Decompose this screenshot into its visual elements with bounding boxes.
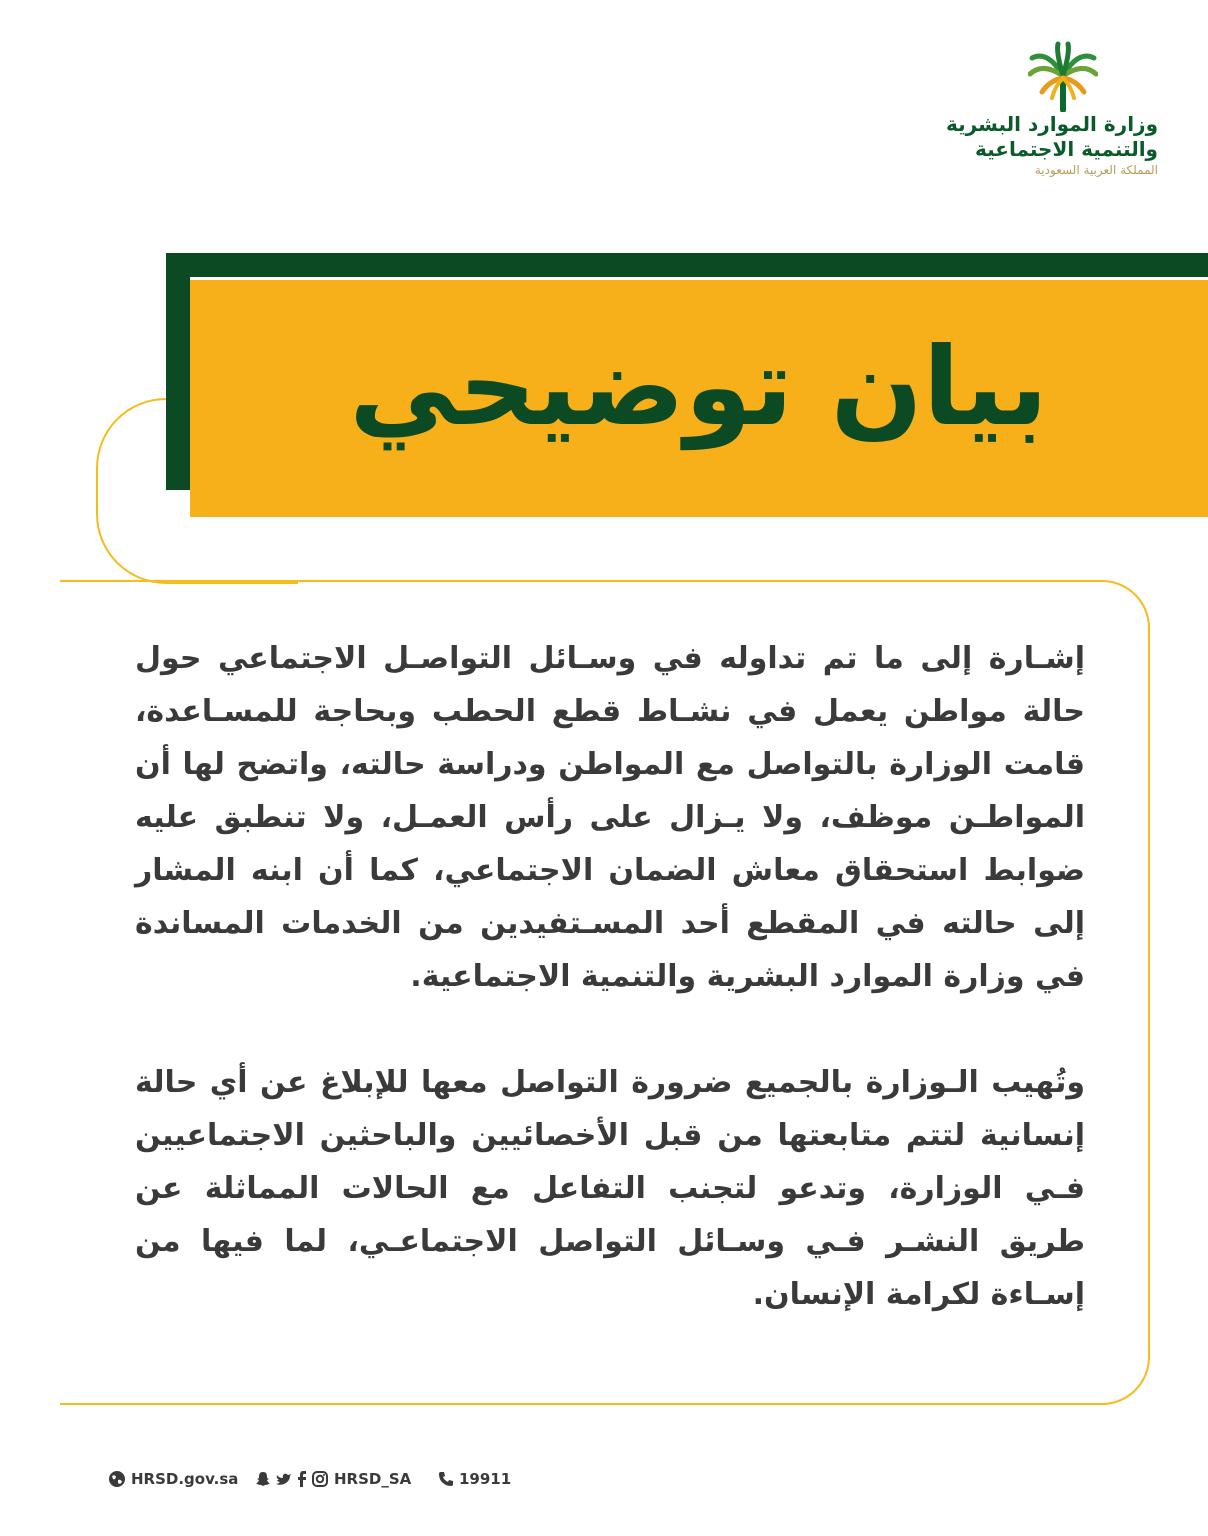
footer (108, 1470, 608, 1498)
phone-number[interactable]: 19911 (459, 1470, 512, 1488)
phone-icon (438, 1471, 454, 1487)
palm-leaves-logo-icon (1028, 40, 1098, 112)
logo-text (946, 112, 1158, 178)
logo-country-name: المملكة العربية السعودية (1034, 163, 1158, 177)
footer-website[interactable] (108, 1470, 238, 1488)
logo-ministry-name-line1: وزارة الموارد البشرية (946, 112, 1158, 136)
footer-social[interactable] (254, 1470, 411, 1488)
website-link[interactable]: HRSD.gov.sa (131, 1470, 239, 1488)
twitter-icon[interactable] (275, 1470, 293, 1488)
statement-body (135, 632, 1085, 1374)
snapchat-icon[interactable] (254, 1470, 272, 1488)
logo-ministry-name-line2: والتنمية الاجتماعية (975, 137, 1158, 161)
instagram-icon[interactable] (311, 1470, 329, 1488)
paragraph-1: إشـارة إلى ما تم تداوله في وسـائل التواصـل الاجتماعي حول حالة مواطن يعمل في نشـاط قطع الحطب وبحاجة للمسـاعدة، قامت الوزارة بالتواصل مع المواطن ودراسة حالته، واتضح لها أن المواطـن موظف، ولا يـزال على رأس العمـل، ولا تنطبق عليه ضوابط استحقاق معاش الضمان الاجتماعي، كما أن ابنه المشار إلى حالته في المقطع أحد المسـتفيدين من الخدمات المساندة في وزارة الموارد البشرية والتنمية الاجتماعية. (135, 641, 1085, 994)
ministry-logo (946, 40, 1158, 180)
paragraph-2: وتُهيب الـوزارة بالجميع ضرورة التواصل معها للإبلاغ عن أي حالة إنسانية لتتم متابعتها من قبل الأخصائيين والباحثين الاجتماعيين فـي الوزارة، وتدعو لتجنب التفاعل مع الحالات المماثلة عن طريق النشـر فـي وسـائل التواصل الاجتماعـي، لما فيها من إسـاءة لكرامة الإنسان. (135, 1065, 1085, 1312)
globe-icon (108, 1470, 126, 1488)
footer-phone[interactable] (438, 1470, 511, 1488)
social-handle[interactable]: HRSD_SA (334, 1470, 412, 1488)
page-title: بيان توضيحي (349, 325, 1048, 450)
facebook-icon[interactable] (296, 1470, 308, 1488)
